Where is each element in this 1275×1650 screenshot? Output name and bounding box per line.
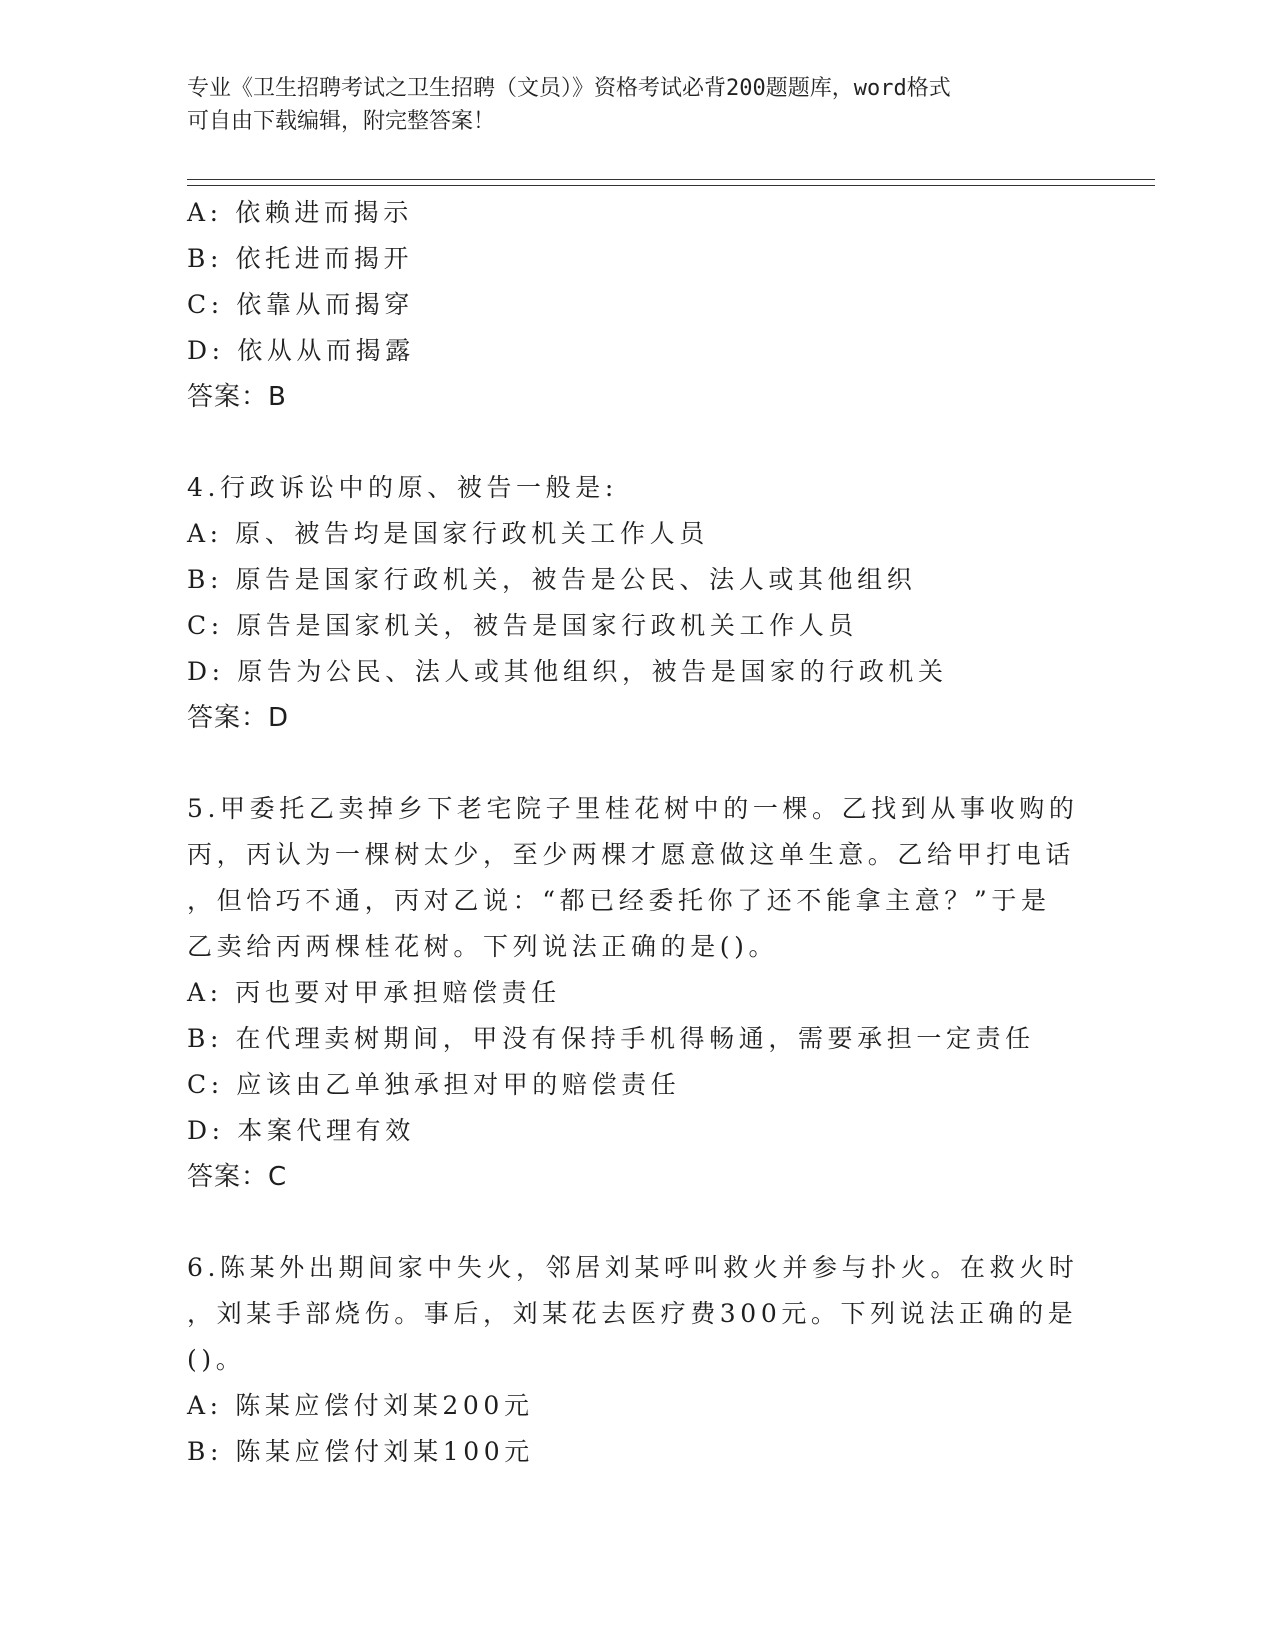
option-a: A: 依赖进而揭示 xyxy=(187,198,413,227)
spacer xyxy=(187,420,1067,465)
question-block xyxy=(187,1245,1079,1475)
header-divider-top xyxy=(187,179,1155,180)
option-b: B: 在代理卖树期间，甲没有保持手机得畅通，需要承担一定责任 xyxy=(187,1024,1035,1053)
question-stem: 4.行政诉讼中的原、被告一般是: xyxy=(187,473,618,502)
header-line-2: 可自由下载编辑，附完整答案！ xyxy=(187,109,496,134)
question-stem: ，刘某手部烧伤。事后，刘某花去医疗费300元。下列说法正确的是 xyxy=(187,1299,1078,1328)
question-stem: ()。 xyxy=(187,1345,246,1374)
question-block xyxy=(187,190,1067,420)
option-b: B: 原告是国家行政机关，被告是公民、法人或其他组织 xyxy=(187,565,917,594)
answer-line: 答案：C xyxy=(187,1162,288,1192)
option-a: A: 原、被告均是国家行政机关工作人员 xyxy=(187,519,709,548)
question-stem: 丙，丙认为一棵树太少，至少两棵才愿意做这单生意。乙给甲打电话 xyxy=(187,840,1076,869)
option-d: D: 依从从而揭露 xyxy=(187,336,415,365)
spacer xyxy=(187,1200,1067,1245)
question-stem: 乙卖给丙两棵桂花树。下列说法正确的是()。 xyxy=(187,932,779,961)
header-divider-bottom xyxy=(187,185,1155,186)
question-list xyxy=(187,190,1079,1475)
option-d: D: 原告为公民、法人或其他组织，被告是国家的行政机关 xyxy=(187,657,948,686)
question-block xyxy=(187,786,1079,1200)
option-a: A: 丙也要对甲承担赔偿责任 xyxy=(187,978,561,1007)
option-d: D: 本案代理有效 xyxy=(187,1116,415,1145)
option-b: B: 依托进而揭开 xyxy=(187,244,414,273)
question-stem: 6.陈某外出期间家中失火，邻居刘某呼叫救火并参与扑火。在救火时 xyxy=(187,1253,1079,1282)
question-stem: ，但恰巧不通，丙对乙说：“都已经委托你了还不能拿主意？”于是 xyxy=(187,886,1051,915)
option-c: C: 原告是国家机关，被告是国家行政机关工作人员 xyxy=(187,611,858,640)
answer-line: 答案：D xyxy=(187,703,290,733)
spacer xyxy=(187,741,1067,786)
header-line-1: 专业《卫生招聘考试之卫生招聘（文员）》资格考试必背200题题库，word格式 xyxy=(187,76,951,101)
option-c: C: 依靠从而揭穿 xyxy=(187,290,414,319)
option-b: B: 陈某应偿付刘某100元 xyxy=(187,1437,534,1466)
question-block xyxy=(187,465,1067,741)
document-header xyxy=(187,72,1087,138)
answer-line: 答案：B xyxy=(187,382,287,412)
question-stem: 5.甲委托乙卖掉乡下老宅院子里桂花树中的一棵。乙找到从事收购的 xyxy=(187,794,1079,823)
option-a: A: 陈某应偿付刘某200元 xyxy=(187,1391,534,1420)
option-c: C: 应该由乙单独承担对甲的赔偿责任 xyxy=(187,1070,681,1099)
